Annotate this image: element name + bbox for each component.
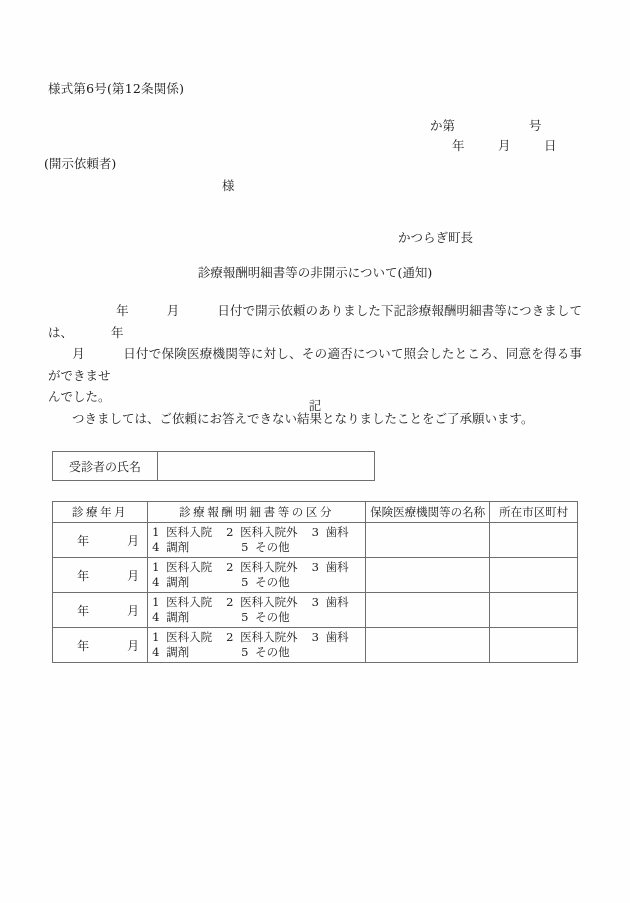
document-meta-block: [430, 116, 590, 156]
kind-option-line-1: [152, 630, 365, 645]
option-4-label[interactable]: 調剤: [166, 539, 190, 554]
table-row: [53, 452, 375, 481]
cell-treatment-date[interactable]: [53, 558, 148, 593]
document-number-prefix: か第: [430, 118, 456, 133]
date-month-label: 月: [498, 138, 511, 153]
option-3-number[interactable]: 3: [311, 629, 319, 644]
cell-institution-name[interactable]: [365, 523, 489, 558]
row-year-label: 年: [77, 533, 90, 548]
kind-option-line-1: [152, 595, 365, 610]
cell-treatment-date[interactable]: [53, 628, 148, 663]
option-4-number[interactable]: 4: [152, 609, 160, 624]
option-4-number[interactable]: 4: [152, 539, 160, 554]
kind-option-line-2: [152, 575, 365, 590]
ki-marker: 記: [308, 398, 322, 413]
option-5-number[interactable]: 5: [241, 644, 249, 659]
kind-option-line-2: [152, 540, 365, 555]
body-paragraph-1: [48, 300, 582, 343]
patient-name-table: [52, 451, 375, 481]
body-line4-text: つきましては、ご依頼にお答えできない結果となりましたことをご了承願います。: [72, 410, 534, 426]
cell-institution-name[interactable]: [365, 593, 489, 628]
kind-option-line-1: [152, 525, 365, 540]
option-4-label[interactable]: 調剤: [166, 609, 190, 624]
option-5-number[interactable]: 5: [241, 609, 249, 624]
row-month-label: 月: [127, 603, 140, 618]
kind-option-line-1: [152, 560, 365, 575]
row-year-label: 年: [77, 638, 90, 653]
table-row: [53, 628, 578, 663]
cell-treatment-date[interactable]: [53, 523, 148, 558]
option-1-label[interactable]: 医科入院: [166, 559, 213, 574]
table-row: [53, 593, 578, 628]
kind-option-line-2: [152, 610, 365, 625]
cell-city[interactable]: [490, 523, 578, 558]
cell-institution-name[interactable]: [365, 558, 489, 593]
option-2-label[interactable]: 医科入院外: [240, 594, 298, 609]
option-4-number[interactable]: 4: [152, 574, 160, 589]
option-1-number[interactable]: 1: [152, 524, 160, 539]
option-1-number[interactable]: 1: [152, 594, 160, 609]
option-2-label[interactable]: 医科入院外: [240, 629, 298, 644]
date-year-label: 年: [452, 138, 465, 153]
body-paragraph-2: [48, 343, 582, 386]
option-3-label[interactable]: 歯科: [325, 594, 349, 609]
cell-claim-kind[interactable]: [148, 558, 366, 593]
body-line2-text: 日付で保険医療機関等に対し、その適否について照会したところ、同意を得る事ができませ: [48, 346, 582, 383]
claims-table-body: [53, 523, 578, 663]
column-header-institution: 保険医療機関等の名称: [365, 502, 489, 523]
addressee-honorific: 様: [222, 178, 235, 193]
option-5-label[interactable]: その他: [255, 644, 290, 659]
table-row: [53, 558, 578, 593]
body-line1-trailing-year: 年: [111, 324, 124, 340]
option-2-number[interactable]: 2: [226, 559, 234, 574]
body-line1-year: 年: [116, 303, 129, 318]
patient-name-input[interactable]: [158, 452, 375, 481]
cell-claim-kind[interactable]: [148, 593, 366, 628]
row-year-label: 年: [77, 603, 90, 618]
option-3-label[interactable]: 歯科: [325, 559, 349, 574]
issuer-name: かつらぎ町長: [398, 230, 474, 245]
option-1-label[interactable]: 医科入院: [166, 629, 213, 644]
option-2-number[interactable]: 2: [226, 629, 234, 644]
column-header-kind: 診療報酬明細書等の区分: [148, 502, 366, 523]
cell-treatment-date[interactable]: [53, 593, 148, 628]
document-number-row: [430, 116, 590, 136]
option-5-number[interactable]: 5: [241, 539, 249, 554]
option-3-number[interactable]: 3: [311, 559, 319, 574]
claims-table: [52, 501, 578, 663]
option-4-label[interactable]: 調剤: [166, 644, 190, 659]
body-line3-text: んでした。: [48, 389, 111, 404]
cell-claim-kind[interactable]: [148, 628, 366, 663]
row-month-label: 月: [127, 533, 140, 548]
kind-option-line-2: [152, 645, 365, 660]
option-5-label[interactable]: その他: [255, 539, 290, 554]
option-4-label[interactable]: 調剤: [166, 574, 190, 589]
option-5-number[interactable]: 5: [241, 574, 249, 589]
option-2-number[interactable]: 2: [226, 594, 234, 609]
cell-city[interactable]: [490, 593, 578, 628]
column-header-city: 所在市区町村: [490, 502, 578, 523]
option-5-label[interactable]: その他: [255, 609, 290, 624]
column-header-date: 診療年月: [53, 502, 148, 523]
document-number-suffix: 号: [529, 118, 542, 133]
option-1-number[interactable]: 1: [152, 629, 160, 644]
option-5-label[interactable]: その他: [255, 574, 290, 589]
option-1-label[interactable]: 医科入院: [166, 524, 213, 539]
row-month-label: 月: [127, 638, 140, 653]
cell-claim-kind[interactable]: [148, 523, 366, 558]
body-line2-month: 月: [72, 346, 86, 361]
option-2-label[interactable]: 医科入院外: [240, 559, 298, 574]
row-month-label: 月: [127, 568, 140, 583]
cell-institution-name[interactable]: [365, 628, 489, 663]
option-2-label[interactable]: 医科入院外: [240, 524, 298, 539]
table-header-row: [53, 502, 578, 523]
form-number: 様式第6号(第12条関係): [48, 81, 185, 96]
option-3-label[interactable]: 歯科: [325, 524, 349, 539]
option-3-label[interactable]: 歯科: [325, 629, 349, 644]
body-line1-month: 月: [166, 303, 180, 318]
patient-name-label: 受診者の氏名: [53, 452, 158, 481]
addressee-label: (開示依頼者): [44, 156, 117, 171]
body-line1-text: 日付で開示依頼のありました下記診療報酬明細書等につきましては、: [48, 303, 582, 340]
date-day-label: 日: [544, 138, 557, 153]
row-year-label: 年: [77, 568, 90, 583]
option-1-label[interactable]: 医科入院: [166, 594, 213, 609]
table-row: [53, 523, 578, 558]
document-date-row: [430, 136, 590, 156]
option-1-number[interactable]: 1: [152, 559, 160, 574]
option-3-number[interactable]: 3: [311, 594, 319, 609]
page-title: 診療報酬明細書等の非開示について(通知): [197, 265, 433, 280]
cell-city[interactable]: [490, 628, 578, 663]
option-4-number[interactable]: 4: [152, 644, 160, 659]
option-3-number[interactable]: 3: [311, 524, 319, 539]
option-2-number[interactable]: 2: [226, 524, 234, 539]
cell-city[interactable]: [490, 558, 578, 593]
